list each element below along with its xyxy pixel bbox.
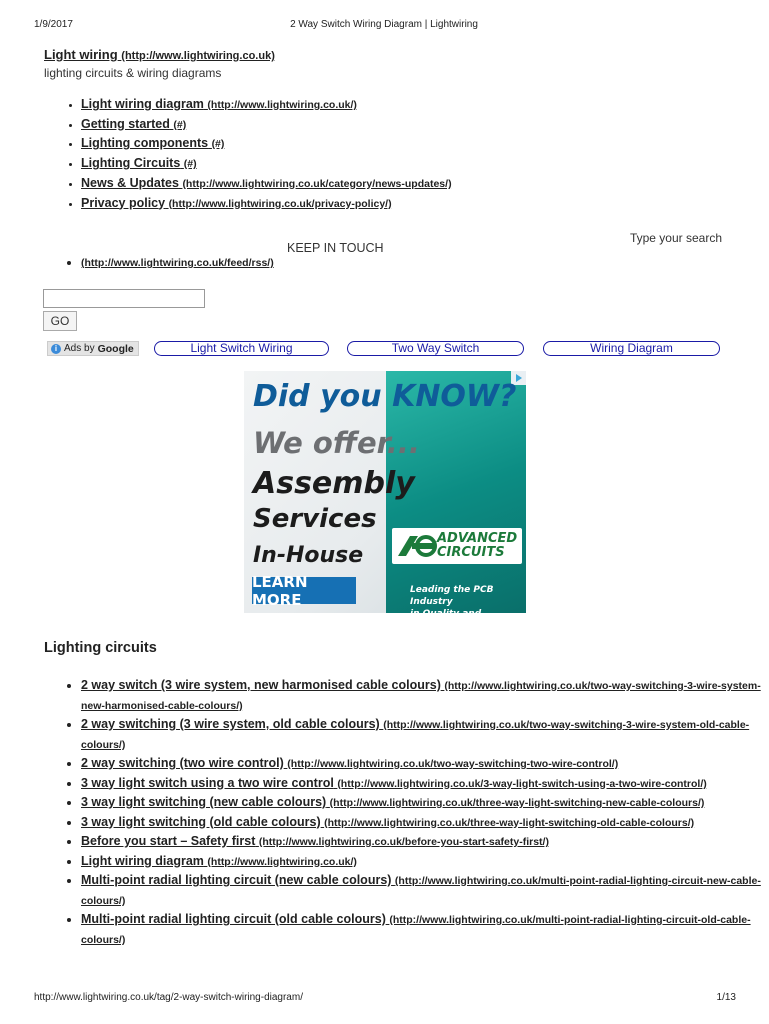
ad-banner[interactable]	[244, 371, 526, 631]
list-item	[81, 832, 769, 852]
ad-link-light-switch-wiring[interactable]: Light Switch Wiring	[154, 341, 329, 356]
ads-by-google-badge[interactable]	[47, 341, 139, 356]
ad-assembly: Assembly	[253, 466, 415, 501]
circuit-link[interactable]: Multi-point radial lighting circuit (old cable colours) (http://www.lightwiring.co.uk/multi-point-radial-lighting-circuit-old-cable-colours/)	[81, 912, 751, 946]
search-label: Type your search	[629, 231, 722, 245]
nav-link[interactable]: Privacy policy (http://www.lightwiring.co.uk/privacy-policy/)	[81, 195, 392, 210]
advanced-circuits-logo	[392, 528, 522, 564]
lighting-circuits-list	[44, 676, 769, 949]
circuit-link[interactable]: 3 way light switching (new cable colours) (http://www.lightwiring.co.uk/three-way-light-switching-new-cable-colours/)	[81, 795, 705, 809]
google-label: Google	[97, 342, 134, 355]
nav-item-getting-started	[81, 115, 452, 135]
nav-link[interactable]: Lighting Circuits (#)	[81, 156, 197, 171]
ad-link-wiring-diagram[interactable]: Wiring Diagram	[543, 341, 720, 356]
search-input[interactable]	[43, 289, 205, 308]
list-item	[81, 813, 769, 833]
nav-link[interactable]: News & Updates (http://www.lightwiring.co.uk/category/news-updates/)	[81, 175, 452, 190]
circuit-link[interactable]: Before you start – Safety first (http://www.lightwiring.co.uk/before-you-start-safety-first/)	[81, 834, 549, 848]
circuit-link[interactable]: 2 way switching (3 wire system, old cable colours) (http://www.lightwiring.co.uk/two-way-switching-3-wire-system-old-cable-colours/)	[81, 717, 750, 751]
site-name: Light wiring	[44, 47, 118, 62]
advanced-circuits-logo-icon	[396, 534, 436, 558]
site-url: (http://www.lightwiring.co.uk)	[121, 50, 275, 62]
circuit-link[interactable]: 3 way light switching (old cable colours) (http://www.lightwiring.co.uk/three-way-light-switching-old-cable-colours/)	[81, 814, 695, 829]
circuit-link[interactable]: Light wiring diagram (http://www.lightwiring.co.uk/)	[81, 853, 357, 868]
site-tagline: lighting circuits & wiring diagrams	[44, 66, 222, 80]
list-item	[81, 676, 769, 715]
lighting-circuits-heading: Lighting circuits	[44, 640, 157, 656]
circuit-link[interactable]: Multi-point radial lighting circuit (new cable colours) (http://www.lightwiring.co.uk/multi-point-radial-lighting-circuit-new-cable-colours/)	[81, 873, 761, 907]
print-date: 1/9/2017	[34, 19, 73, 30]
print-footer-url: http://www.lightwiring.co.uk/tag/2-way-switch-wiring-diagram/	[34, 992, 303, 1003]
ad-in-house: In-House	[253, 543, 364, 568]
site-title	[44, 46, 275, 64]
list-item	[81, 715, 769, 754]
list-item	[81, 871, 769, 910]
list-item	[81, 910, 769, 949]
rss-feed-link[interactable]: (http://www.lightwiring.co.uk/feed/rss/)	[81, 257, 274, 269]
ad-we-offer: We offer...	[253, 426, 420, 460]
rss-feed-item	[81, 254, 274, 271]
print-page-title: 2 Way Switch Wiring Diagram | Lightwiring	[290, 19, 478, 30]
ad-services: Services	[253, 504, 377, 534]
keep-in-touch-heading: KEEP IN TOUCH	[287, 241, 384, 255]
feed-list	[44, 254, 274, 271]
circuit-link[interactable]: 3 way light switch using a two wire control (http://www.lightwiring.co.uk/3-way-light-switch-using-a-two-wire-control/)	[81, 775, 707, 790]
list-item	[81, 774, 769, 794]
ad-link-two-way-switch[interactable]: Two Way Switch	[347, 341, 524, 356]
ad-tagline: Leading the PCB Industry in Quality and Innovation	[410, 585, 494, 631]
nav-item-lighting-components	[81, 134, 452, 154]
site-home-link[interactable]	[44, 47, 275, 62]
nav-item-privacy-policy	[81, 194, 452, 214]
circuit-link[interactable]: 2 way switching (two wire control) (http://www.lightwiring.co.uk/two-way-switching-two-wire-control/)	[81, 756, 619, 770]
circuit-link[interactable]: 2 way switch (3 wire system, new harmonised cable colours) (http://www.lightwiring.co.uk/two-way-switching-3-wire-system-new-harmonised-cable-colours/)	[81, 678, 761, 712]
nav-item-light-wiring-diagram	[81, 95, 452, 115]
nav-item-lighting-circuits	[81, 154, 452, 174]
nav-item-news-updates	[81, 174, 452, 194]
nav-link[interactable]: Lighting components (#)	[81, 136, 225, 151]
list-item	[81, 793, 769, 813]
advanced-circuits-wordmark: ADVANCED CIRCUITS	[437, 531, 518, 560]
print-page-number: 1/13	[716, 992, 736, 1003]
list-item	[81, 852, 769, 872]
info-icon: i	[51, 344, 61, 354]
ad-learn-more-button[interactable]: LEARN MORE	[252, 577, 356, 604]
ad-headline: Did you KNOW?	[253, 379, 517, 414]
go-button[interactable]: GO	[43, 311, 77, 331]
main-nav	[44, 95, 452, 213]
nav-link[interactable]: Light wiring diagram (http://www.lightwiring.co.uk/)	[81, 97, 357, 111]
nav-link[interactable]: Getting started (#)	[81, 116, 187, 131]
ads-by-label: Ads by	[64, 343, 95, 354]
list-item	[81, 754, 769, 774]
